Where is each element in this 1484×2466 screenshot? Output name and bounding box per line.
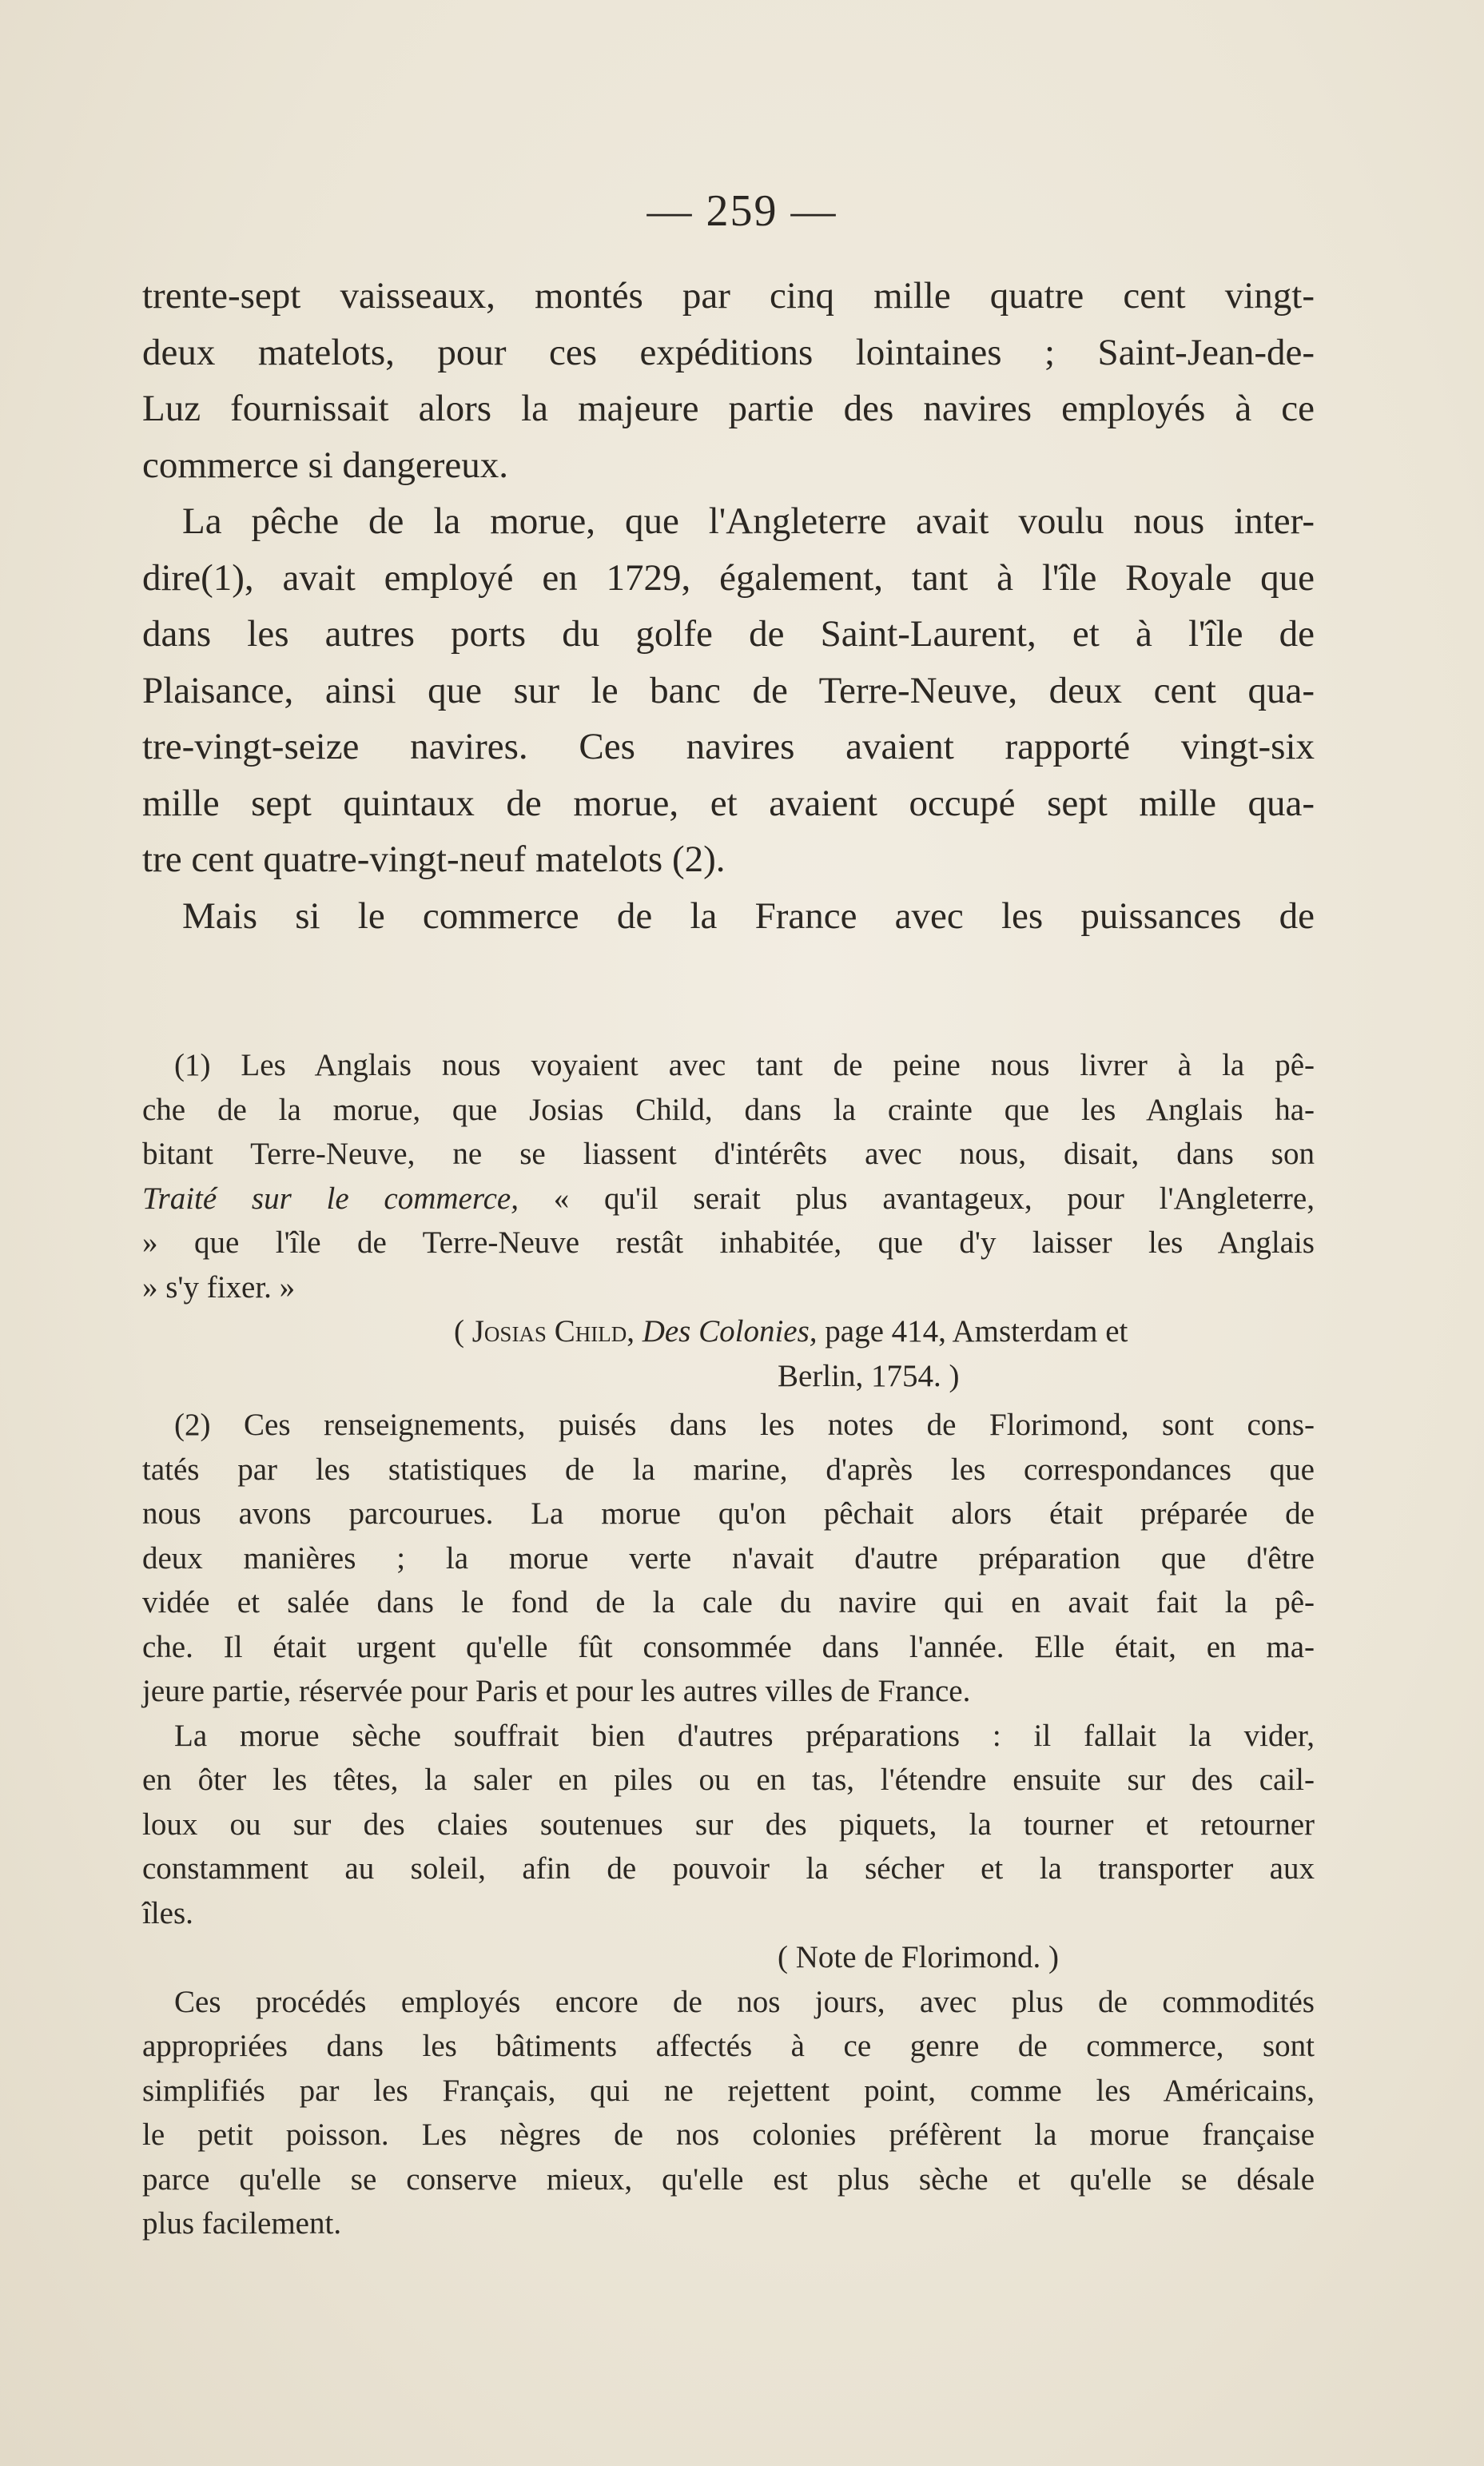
footnote-line: bitant Terre-Neuve, ne se liassent d'intérêts avec nous, disait, dans son <box>142 1137 1315 1171</box>
footnote-line: tatés par les statistiques de la marine, d'après les correspondances que <box>142 1452 1315 1487</box>
footnote-line: constamment au soleil, afin de pouvoir la sécher et la transporter aux <box>142 1851 1315 1886</box>
footnote-line: La morue sèche souffrait bien d'autres préparations : il fallait la vider, <box>174 1718 1315 1753</box>
citation-author: Josias Child, <box>471 1314 635 1349</box>
footnote-line: » s'y fixer. » <box>142 1269 296 1305</box>
footnote-line: îles. <box>142 1895 193 1930</box>
book-title: Traité sur le commerce, <box>142 1181 519 1216</box>
citation: ( Note de Florimond. ) <box>778 1940 1060 1974</box>
text-line: dans les autres ports du golfe de Saint-Laurent, et à l'île de <box>142 613 1315 655</box>
footnote-line <box>142 1177 1315 1221</box>
footnote-line: simplifiés par les Français, qui ne rejettent point, comme les Américains, <box>142 2073 1315 2108</box>
footnote-line: deux manières ; la morue verte n'avait d'autre préparation que d'être <box>142 1540 1315 1576</box>
text-line: commerce si dangereux. <box>142 444 509 486</box>
footnote-line: jeure partie, réservée pour Paris et pour les autres villes de France. <box>142 1674 971 1708</box>
citation-title: Des Colonies, <box>642 1314 818 1349</box>
text-line: La pêche de la morue, que l'Angleterre avait voulu nous inter- <box>182 500 1315 542</box>
text-line: Luz fournissait alors la majeure partie des navires employés à ce <box>142 388 1315 429</box>
text-line: tre-vingt-seize navires. Ces navires avaient rapporté vingt-six <box>142 726 1315 767</box>
footnote-line: (2) Ces renseignements, puisés dans les notes de Florimond, sont cons- <box>174 1408 1315 1442</box>
footnote-line: le petit poisson. Les nègres de nos colonies préfèrent la morue française <box>142 2117 1315 2152</box>
text-line: trente-sept vaisseaux, montés par cinq mille quatre cent vingt- <box>142 275 1315 317</box>
text-line: mille sept quintaux de morue, et avaient occupé sept mille qua- <box>142 782 1315 824</box>
text-line: deux matelots, pour ces expéditions lointaines ; Saint-Jean-de- <box>142 331 1315 373</box>
citation-line: Berlin, 1754. ) <box>778 1358 960 1393</box>
footnote-line: parce qu'elle se conserve mieux, qu'elle est plus sèche et qu'elle se désale <box>142 2161 1315 2197</box>
footnotes <box>142 1043 1315 2246</box>
footnote-1 <box>142 1043 1315 1398</box>
footnote-line: nous avons parcourues. La morue qu'on pêchait alors était préparée de <box>142 1496 1315 1531</box>
footnote-line: » que l'île de Terre-Neuve restât inhabitée, que d'y laisser les Anglais <box>142 1225 1315 1260</box>
text-line: Plaisance, ainsi que sur le banc de Terre-Neuve, deux cent qua- <box>142 669 1315 711</box>
footnote-line: che de la morue, que Josias Child, dans la crainte que les Anglais ha- <box>142 1092 1315 1127</box>
footnote-line: loux ou sur des claies soutenues sur des piquets, la tourner et retourner <box>142 1807 1315 1842</box>
footnote-line: vidée et salée dans le fond de la cale du navire qui en avait fait la pê- <box>142 1585 1315 1619</box>
footnote-line: (1) Les Anglais nous voyaient avec tant de peine nous livrer à la pê- <box>174 1048 1315 1082</box>
citation: ( Josias Child, Des Colonies, page 414, Amsterdam et <box>454 1314 1128 1349</box>
footnote-line: Ces procédés employés encore de nos jours, avec plus de commodités <box>174 1984 1315 2019</box>
page-number: — 259 — <box>647 186 837 236</box>
text-line: dire(1), avait employé en 1729, également, tant à l'île Royale que <box>142 556 1315 599</box>
footnote-text: « qu'il serait plus avantageux, pour l'Angleterre, <box>518 1181 1315 1216</box>
main-text <box>142 268 1315 944</box>
text-line: tre cent quatre-vingt-neuf matelots (2). <box>142 839 726 880</box>
footnote-2 <box>142 1403 1315 2246</box>
footnote-line: appropriées dans les bâtiments affectés à ce genre de commerce, sont <box>142 2029 1315 2063</box>
footnote-line: che. Il était urgent qu'elle fût consommée dans l'année. Elle était, en ma- <box>142 1629 1315 1664</box>
footnote-line: plus facilement. <box>142 2206 342 2241</box>
text-line: Mais si le commerce de la France avec les puissances de <box>182 894 1315 937</box>
footnote-line: en ôter les têtes, la saler en piles ou en tas, l'étendre ensuite sur des cail- <box>142 1763 1315 1797</box>
